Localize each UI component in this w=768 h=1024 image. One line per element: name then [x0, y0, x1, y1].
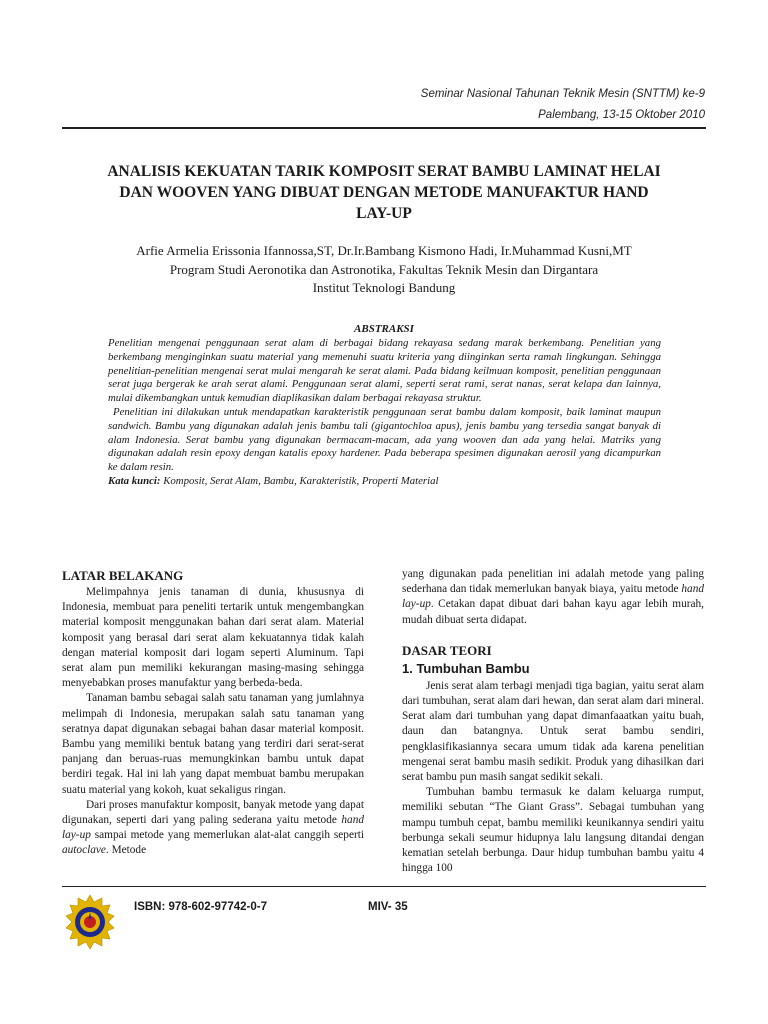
left-column	[62, 567, 364, 859]
author-names: Arfie Armelia Erissonia Ifannossa,ST, Dr.Ir.Bambang Kismono Hadi, Ir.Muhammad Kusni,MT	[136, 243, 632, 258]
body-paragraph	[402, 567, 704, 628]
section-title-latar-belakang: LATAR BELAKANG	[62, 568, 184, 583]
section-title-dasar-teori: DASAR TEORI	[402, 642, 492, 658]
page-number: MIV- 35	[368, 901, 408, 913]
right-column	[402, 567, 704, 876]
body-paragraph	[62, 798, 364, 859]
abstract-heading: ABSTRAKSI	[354, 323, 414, 335]
header-divider	[62, 127, 706, 129]
italic-term: autoclave	[62, 844, 106, 857]
text-run: yang digunakan pada penelitian ini adalah metode yang paling sederhana dan tidak memerlukan banyak biaya, yaitu metode	[402, 568, 704, 596]
title-line-1: ANALISIS KEKUATAN TARIK KOMPOSIT SERAT BAMBU LAMINAT HELAI	[107, 163, 661, 180]
text-run: Dari proses manufaktur komposit, banyak metode yang dapat digunakan, seperti dari yang paling sederana yaitu metode	[62, 798, 364, 827]
keywords-label: Kata kunci:	[108, 474, 161, 487]
body-paragraph: Tanaman bambu sebagai salah satu tanaman yang jumlahnya melimpah di Indonesia, merupakan salah satu tanaman yang seratnya dapat digunakan sebagai bahan dasar material komposit. Bambu yang memiliki bentuk batang yang terdiri dari serat-serat panjang dan beruas-ruas memungkinkan bambu untuk dapat berdiri tegak. Hal ini lah yang dapat membuat bambu merupakan suatu material yang kokoh, kuat sekaligus ringan.	[62, 692, 364, 796]
university-seal-logo	[64, 893, 116, 951]
author-block	[62, 242, 706, 298]
italic-term: hand lay-up	[402, 583, 704, 611]
subsection-title-tumbuhan-bambu: 1. Tumbuhan Bambu	[402, 660, 530, 676]
affiliation-line-1: Program Studi Aeronotika dan Astronotika, Fakultas Teknik Mesin dan Dirgantara	[169, 261, 599, 277]
text-run: . Metode	[105, 844, 147, 857]
body-paragraph: Tumbuhan bambu termasuk ke dalam keluarga rumput, memiliki sebutan “The Giant Grass”. Sebagai tumbuhan yang mampu tumbuh cepat, bambu memiliki keunikannya sendiri yaitu berbunga sekali seumur hidupnya lalu langsung ditandai dengan kematian setelah berbunga. Daur hidup tumbuhan bambu yaitu 4 hingga 100	[402, 786, 704, 875]
abstract-paragraph-1: Penelitian mengenai penggunaan serat alam di berbagai bidang rekayasa sedang marak berkembang. Penelitian yang berkembang menginginkan suatu material yang memenuhi suatu kriteria yang diinginkan serta ramah lingkungan. Sehingga penelitian-penelitian mengenai serat mulai mengarah ke serat alami. Pada bidang keilmuan komposit, penelitian penggunaan serat juga bergerak ke arah serat alami. Penggunaan serat alami, seperti serat rami, serat nanas, serat kelapa dan lainnya, mulai dikembangkan untuk kemudian diaplikasikan dalam berbagai rekayasa struktur.	[108, 337, 661, 405]
footer-divider	[62, 886, 706, 887]
title-line-2: DAN WOOVEN YANG DIBUAT DENGAN METODE MANUFAKTUR HAND	[119, 184, 649, 201]
body-paragraph: Melimpahnya jenis tanaman di dunia, khususnya di Indonesia, membuat para peneliti tertarik untuk mengembangkan material komposit menggunakan bahan dari serat alam. Material komposit yang berasal dari serat alam kekuatannya tidak kalah dengan material komposit dari logam seperti Aluminum. Tapi serat alam pun memiliki kekurangan masing-masing sehingga menyebabkan proses manufaktur yang berbeda-beda.	[62, 586, 364, 690]
text-run: . Cetakan dapat dibuat dari bahan kayu agar lebih murah, mudah dibuat serta didapat.	[402, 598, 704, 626]
body-paragraph: Jenis serat alam terbagi menjadi tiga bagian, yaitu serat alam dari tumbuhan, serat alam dari hewan, dan serat alam dari mineral. Serat alam dari tumbuhan yang dapat dimanfaaatkan yaitu buah, daun dan batangnya. Untuk serat bambu sendiri, pengklasifikasiannya secara umum tidak ada karena penelitian mengenai serat bambu masih sedikit. Produk yang dihasilkan dari serat bambu pun masih sangat sedikit sekali.	[402, 679, 704, 784]
italic-term: hand lay-up	[62, 814, 364, 842]
text-run: sampai metode yang memerlukan alat-alat canggih seperti	[90, 829, 364, 842]
keywords-line	[108, 475, 661, 489]
keywords-text: Komposit, Serat Alam, Bambu, Karakteristik, Properti Material	[160, 474, 439, 487]
conference-place-date: Palembang, 13-15 Oktober 2010	[538, 109, 705, 121]
abstract-paragraph-2: Penelitian ini dilakukan untuk mendapatkan karakteristik penggunaan serat bambu dalam komposit, baik laminat maupun sandwich. Bambu yang digunakan adalah jenis bambu tali (gigantochloa apus), jenis bambu yang tersedia sangat banyak di alam Indonesia. Serat bambu yang digunakan bermacam-macam, ada yang wooven dan ada yang helai. Matriks yang digunakan adalah resin epoxy dengan katalis epoxy hardener. Pada beberapa spesimen digunakan aerosil yang dicampurkan ke dalam resin.	[108, 405, 661, 474]
isbn-number: ISBN: 978-602-97742-0-7	[134, 901, 267, 913]
affiliation-line-2: Institut Teknologi Bandung	[312, 280, 456, 295]
title-line-3: LAY-UP	[356, 205, 412, 222]
paper-title	[62, 161, 706, 224]
conference-header	[421, 84, 705, 126]
conference-name: Seminar Nasional Tahunan Teknik Mesin (SNTTM) ke-9	[420, 88, 705, 100]
abstract-body	[108, 337, 661, 489]
